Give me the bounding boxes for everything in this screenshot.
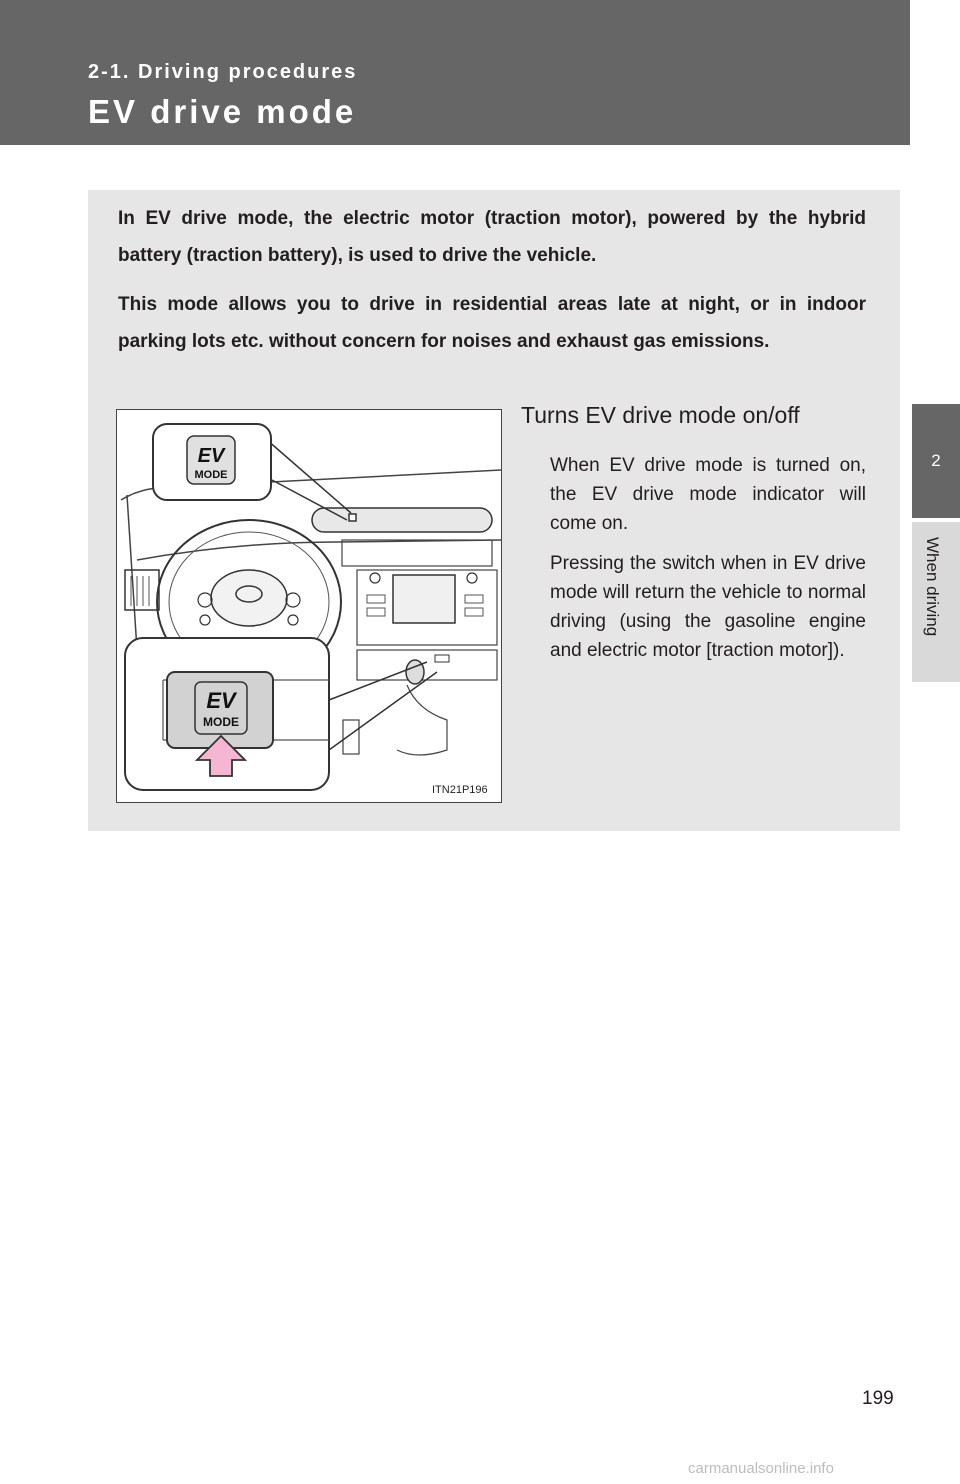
air-vent bbox=[125, 570, 159, 610]
page-title: EV drive mode bbox=[88, 93, 357, 130]
ev-indicator-light bbox=[349, 514, 356, 521]
dashboard-illustration bbox=[116, 409, 502, 803]
chapter-label: When driving bbox=[923, 537, 942, 637]
instruction-paragraph-1: When EV drive mode is turned on, the EV drive mode indicator will come on. bbox=[550, 455, 866, 534]
indicator-ev-label: EV bbox=[197, 445, 225, 467]
instruction-heading: Turns EV drive mode on/off bbox=[521, 402, 800, 428]
page-number: 199 bbox=[862, 1388, 894, 1409]
instruction-text bbox=[550, 451, 866, 676]
indicator-mode-label: MODE bbox=[194, 469, 228, 481]
dashboard-drawing bbox=[117, 410, 501, 802]
chapter-number: 2 bbox=[931, 451, 941, 470]
switch-ev-label: EV bbox=[206, 688, 236, 713]
rearview-mirror bbox=[312, 508, 492, 532]
watermark: carmanualsonline.info bbox=[688, 1460, 834, 1477]
intro-text bbox=[118, 200, 866, 372]
switch-mode-label: MODE bbox=[203, 715, 239, 729]
center-display bbox=[393, 575, 455, 623]
intro-paragraph-2: This mode allows you to drive in residential areas late at night, or in indoor parking lots etc. without concern for noises and exhaust gas emissions. bbox=[118, 294, 866, 352]
chapter-tab-number[interactable] bbox=[912, 404, 960, 518]
instruction-paragraph-2: Pressing the switch when in EV drive mode will return the vehicle to normal driving (using the gasoline engine and electric motor [traction motor]). bbox=[550, 553, 866, 661]
intro-paragraph-1: In EV drive mode, the electric motor (traction motor), powered by the hybrid battery (traction battery), is used to drive the vehicle. bbox=[118, 208, 866, 266]
illustration-code: ITN21P196 bbox=[432, 784, 488, 796]
section-label: 2-1. Driving procedures bbox=[88, 61, 358, 83]
